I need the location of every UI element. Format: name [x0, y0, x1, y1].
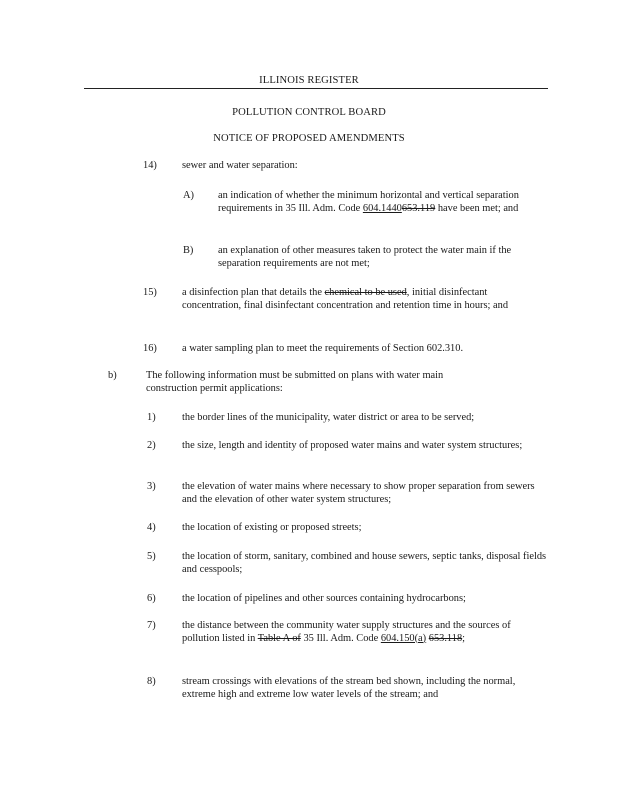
item-label: 5)	[147, 551, 156, 562]
item-label: B)	[183, 245, 194, 256]
deleted-text-2: 653.118	[428, 632, 463, 644]
item-text: an explanation of other measures taken to protect the water main if the separation requirements are not met;	[218, 245, 512, 269]
register-header: ILLINOIS REGISTER	[259, 75, 359, 86]
item-text: The following information must be submitted on plans with water main construction permit applications:	[146, 370, 444, 394]
inserted-text: 604.150(a)	[380, 632, 427, 644]
deleted-text: chemical to be used	[324, 287, 407, 298]
item-text: the border lines of the municipality, water district or area to be served;	[182, 412, 475, 423]
item-label: 16)	[143, 343, 157, 354]
item-text: the size, length and identity of proposed water mains and water system structures;	[182, 440, 523, 451]
text-post: ;	[462, 632, 466, 644]
text-pre: the distance between the community water supply structures and the sources of pollution listed in	[182, 620, 511, 644]
item-label: 7)	[147, 620, 156, 631]
item-label: 15)	[143, 287, 157, 298]
item-text: stream crossings with elevations of the stream bed shown, including the normal, extreme high and extreme low water levels of the stream; and	[182, 676, 516, 700]
text-mid: 35 Ill. Adm. Code	[300, 632, 381, 644]
item-text: sewer and water separation:	[182, 160, 298, 171]
inserted-text: 604.1440	[362, 202, 402, 214]
item-label: 1)	[147, 412, 156, 423]
item-label: 2)	[147, 440, 156, 451]
item-label: 3)	[147, 481, 156, 492]
item-text	[182, 620, 542, 645]
text-post: , initial disinfectant concentration, final disinfectant concentration and retention time in hours; and	[182, 287, 509, 311]
text-post: have been met; and	[435, 202, 519, 214]
notice-title: NOTICE OF PROPOSED AMENDMENTS	[213, 133, 405, 144]
item-label: 14)	[143, 160, 157, 171]
item-text	[218, 190, 548, 215]
item-label: b)	[108, 370, 117, 381]
text-pre: an indication of whether the minimum horizontal and vertical separation requirements in 35 Ill. Adm. Code	[218, 190, 519, 214]
item-label: 6)	[147, 593, 156, 604]
item-text: the location of storm, sanitary, combined and house sewers, septic tanks, disposal fields and cesspools;	[182, 551, 547, 575]
item-label: 4)	[147, 522, 156, 533]
item-text: the location of existing or proposed streets;	[182, 522, 362, 533]
item-text	[182, 287, 548, 312]
deleted-text: 653.119	[401, 202, 436, 214]
text-pre: a disinfection plan that details the	[182, 287, 325, 298]
deleted-text: Table A of	[257, 632, 301, 644]
header-rule	[84, 88, 548, 89]
item-text: the location of pipelines and other sources containing hydrocarbons;	[182, 593, 466, 604]
board-title: POLLUTION CONTROL BOARD	[232, 107, 386, 118]
item-label: A)	[183, 190, 194, 201]
item-text: a water sampling plan to meet the requirements of Section 602.310.	[182, 343, 464, 354]
item-label: 8)	[147, 676, 156, 687]
item-text: the elevation of water mains where necessary to show proper separation from sewers and the elevation of other water system structures;	[182, 481, 535, 505]
